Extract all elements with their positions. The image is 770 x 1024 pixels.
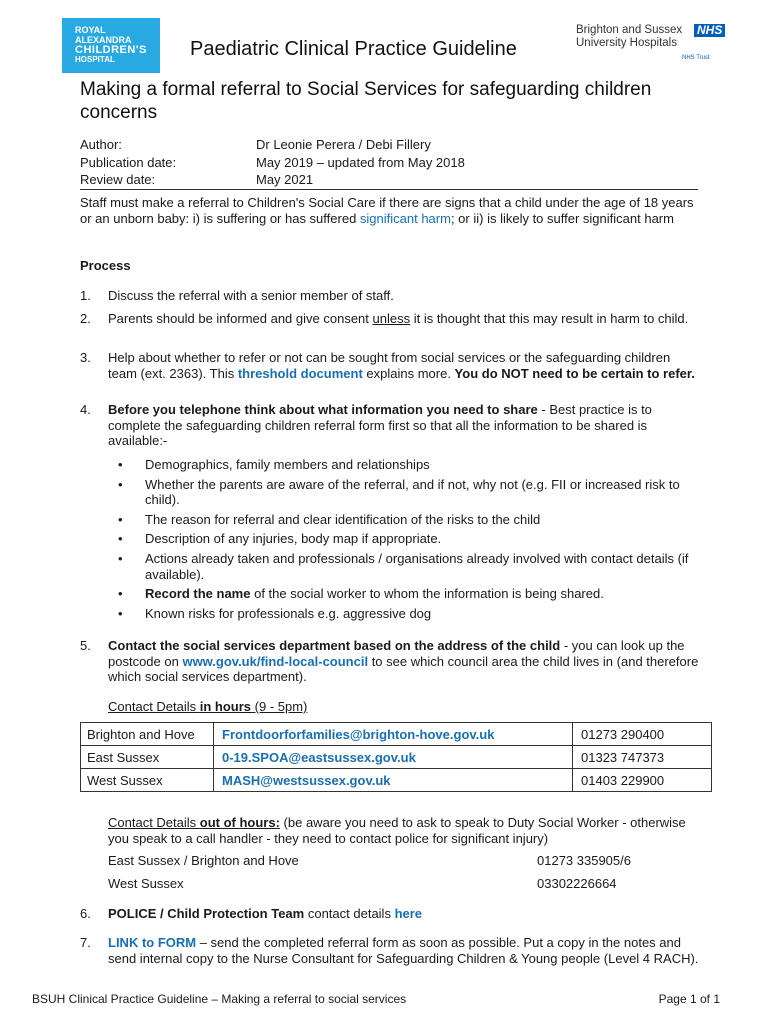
step-text-part: - you can look up the postcode on <box>108 638 685 669</box>
meta-label: Review date: <box>80 172 156 187</box>
hospital-logo-line4: HOSPITAL <box>75 55 115 64</box>
step-text-part: explains more. <box>362 365 455 381</box>
nhs-badge: NHS <box>694 24 725 37</box>
table-row <box>81 769 712 792</box>
email-link[interactable]: Frontdoorforfamilies@brighton-hove.gov.uk <box>222 726 495 742</box>
area-cell: West Sussex <box>81 769 214 792</box>
out-hours-note-text: (be aware you need to ask to speak to Duty Social Worker - otherwise you speak to a call handler - they need to contact police for significant injury) <box>108 815 686 846</box>
intro-text: ; or ii) is likely to suffer significant harm <box>450 210 674 226</box>
list-item-bold: Record the name <box>145 586 251 602</box>
bullet-icon: • <box>118 586 123 602</box>
out-hours-phone: 03302226664 <box>537 876 617 891</box>
step-text <box>108 638 700 685</box>
hospital-logo-line2: ALEXANDRA <box>75 35 132 45</box>
area-cell: Brighton and Hove <box>81 723 214 746</box>
step-number: 6. <box>80 906 91 921</box>
hospital-logo-line1: ROYAL <box>75 25 106 35</box>
email-link[interactable]: 0-19.SPOA@eastsussex.gov.uk <box>222 749 416 765</box>
step-text-part: Help about whether to refer or not can be sought from social services or the safeguarding children team (ext. 2363). This <box>108 350 671 381</box>
list-item-text: The reason for referral and clear identification of the risks to the child <box>145 511 541 527</box>
list-item <box>118 477 708 508</box>
divider <box>80 189 698 190</box>
step-text-bold: POLICE / Child Protection Team <box>108 906 305 921</box>
email-cell <box>214 769 573 792</box>
out-of-hours-note <box>108 815 708 846</box>
list-item-text: of the social worker to whom the information is being shared. <box>250 586 604 602</box>
trust-name-line1: Brighton and Sussex <box>576 24 683 36</box>
threshold-document-link[interactable]: threshold document <box>237 365 363 381</box>
list-item-text: Description of any injuries, body map if appropriate. <box>145 531 442 547</box>
step-text-part: Parents should be informed and give consent <box>108 311 373 326</box>
step-text-part: – send the completed referral form as soon as possible. Put a copy in the notes and send internal copy to the Nurse Consultant for Safeguarding Children & Young people (Level 4 RACH). <box>108 935 699 966</box>
step-text <box>108 935 700 966</box>
hospital-logo-line3: CHILDREN'S <box>75 44 147 56</box>
step-text: Discuss the referral with a senior member of staff. <box>108 288 394 303</box>
bullet-icon: • <box>118 476 123 492</box>
list-item-text: Known risks for professionals e.g. aggressive dog <box>145 605 432 621</box>
step-text-part: it is thought that this may result in harm to child. <box>410 311 689 326</box>
bullet-list <box>118 457 708 625</box>
in-hours-label-underlined <box>108 699 307 714</box>
meta-row-publication <box>80 154 465 172</box>
area-cell: East Sussex <box>81 746 214 769</box>
table-row <box>81 723 712 746</box>
bullet-icon: • <box>118 457 123 472</box>
out-hours-row <box>108 876 708 891</box>
step-number: 1. <box>80 288 91 303</box>
label-part: (9 - 5pm) <box>251 699 308 714</box>
bullet-icon: • <box>118 605 123 621</box>
meta-value: May 2019 – updated from May 2018 <box>256 154 465 170</box>
step-number: 3. <box>80 350 91 365</box>
page-footer <box>32 992 720 1006</box>
out-hours-label-underlined <box>108 815 280 830</box>
trust-name-line2: University Hospitals <box>576 37 677 49</box>
meta-value: May 2021 <box>256 172 314 187</box>
label-bold: in hours <box>199 699 252 714</box>
step-text-bold: Before you telephone think about what information you need to share <box>108 402 538 417</box>
meta-label: Author: <box>80 137 122 152</box>
list-item <box>118 531 708 547</box>
phone-cell: 01403 229900 <box>573 769 712 792</box>
list-item <box>118 606 708 622</box>
step-text-bold: You do NOT need to be certain to refer. <box>454 365 695 381</box>
footer-left: BSUH Clinical Practice Guideline – Making a referral to social services <box>32 992 407 1006</box>
trust-sub: NHS Trust <box>682 55 710 61</box>
hospital-logo <box>62 18 160 73</box>
significant-harm-link[interactable]: significant harm <box>359 210 451 226</box>
list-item <box>118 457 708 473</box>
list-item-text: Demographics, family members and relationships <box>145 457 430 472</box>
intro-text: Staff must make a referral to Children's Social Care if there are signs that a child under the age of 18 years or an unborn baby: i) is suffering or has suffered <box>80 195 694 226</box>
page-number: Page 1 of 1 <box>658 992 720 1006</box>
phone-cell: 01323 747373 <box>573 746 712 769</box>
email-cell <box>214 723 573 746</box>
out-hours-area: East Sussex / Brighton and Hove <box>108 853 299 868</box>
out-hours-phone: 01273 335905/6 <box>537 853 631 868</box>
step-text-part: to see which council area the child lives in (and therefore which social services department). <box>108 653 699 685</box>
email-cell <box>214 746 573 769</box>
step-number: 4. <box>80 402 91 417</box>
meta-row-author <box>80 136 465 154</box>
email-link[interactable]: MASH@westsussex.gov.uk <box>222 772 391 788</box>
label-bold: out of hours <box>199 815 276 830</box>
police-details-link[interactable]: here <box>394 906 423 921</box>
step-number: 7. <box>80 935 91 950</box>
document-meta <box>80 136 465 189</box>
label-colon: : <box>275 815 280 830</box>
step-number: 5. <box>80 638 91 653</box>
meta-row-review <box>80 171 465 189</box>
bullet-icon: • <box>118 511 123 527</box>
guideline-title: Paediatric Clinical Practice Guideline <box>190 38 517 60</box>
step-number: 2. <box>80 311 91 326</box>
step-text <box>108 402 700 449</box>
bullet-icon: • <box>118 550 123 566</box>
table-row <box>81 746 712 769</box>
step-text <box>108 906 700 922</box>
list-item <box>118 586 708 602</box>
in-hours-label <box>108 699 708 714</box>
find-local-council-link[interactable]: www.gov.uk/find-local-council <box>182 653 369 669</box>
list-item <box>118 512 708 528</box>
step-text <box>108 350 700 381</box>
referral-form-link[interactable]: LINK to FORM <box>108 935 197 950</box>
out-hours-area: West Sussex <box>108 876 184 891</box>
step-text <box>108 311 700 327</box>
step-text-bold: Contact the social services department based on the address of the child <box>108 638 561 653</box>
process-heading: Process <box>80 258 131 273</box>
document-title: Making a formal referral to Social Services for safeguarding children concerns <box>80 79 652 123</box>
contacts-table <box>80 722 712 792</box>
list-item <box>118 551 708 582</box>
meta-value: Dr Leonie Perera / Debi Fillery <box>256 137 431 152</box>
trust-logo <box>576 23 736 61</box>
step-text-part: - Best practice is to complete the safeguarding children referral form first so that all the information to be shared is available:- <box>108 402 652 449</box>
bullet-icon: • <box>118 531 123 547</box>
list-item-text: Whether the parents are aware of the referral, and if not, why not (e.g. FII or increased risk to child). <box>145 476 680 508</box>
out-hours-row <box>108 853 708 868</box>
list-item-text: Actions already taken and professionals / organisations already involved with contact details (if available). <box>145 550 689 582</box>
step-text-part: contact details <box>304 906 395 921</box>
label-part: Contact Details <box>108 815 200 830</box>
intro-paragraph <box>80 195 700 226</box>
step-text-underlined: unless <box>372 311 411 326</box>
phone-cell: 01273 290400 <box>573 723 712 746</box>
meta-label: Publication date: <box>80 154 177 170</box>
label-part: Contact Details <box>108 699 200 714</box>
